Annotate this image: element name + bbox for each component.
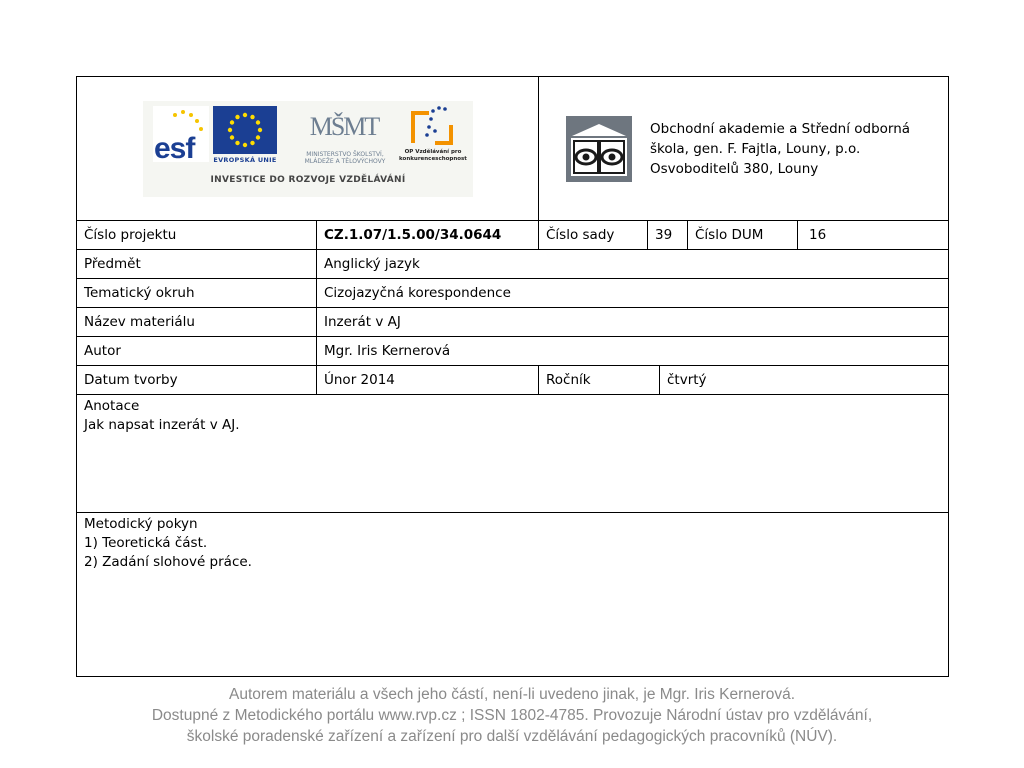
project-row xyxy=(77,221,949,250)
license-footer xyxy=(0,684,1024,747)
material-label: Název materiálu xyxy=(77,308,317,337)
date-label: Datum tvorby xyxy=(77,366,317,395)
school-name-line-2: škola, gen. F. Fajtla, Louny, p.o. xyxy=(650,140,861,157)
project-label: Číslo projektu xyxy=(77,221,317,250)
invest-tagline: INVESTICE DO ROZVOJE VZDĚLÁVÁNÍ xyxy=(210,174,406,185)
esf-logo-icon xyxy=(153,106,209,162)
eu-star-icon xyxy=(243,112,247,116)
school-name-line-3: Osvoboditelů 380, Louny xyxy=(650,160,819,177)
msmt-label: MINISTERSTVO ŠKOLSTVÍ, MLÁDEŽE A TĚLOVÝCHOVY xyxy=(304,150,386,165)
author-value: Mgr. Iris Kernerová xyxy=(317,337,949,366)
subject-label: Předmět xyxy=(77,250,317,279)
dum-label: Číslo DUM xyxy=(688,221,798,250)
method-row xyxy=(77,513,949,677)
footer-line-3: školské poradenské zařízení a zařízení pro další vzdělávání pedagogických pracovníků (NÚV). xyxy=(186,728,838,745)
logo-cell xyxy=(77,77,539,221)
op-education-logo-icon xyxy=(405,103,457,149)
date-row xyxy=(77,366,949,395)
year-label: Ročník xyxy=(539,366,660,395)
eu-star-icon xyxy=(230,120,234,124)
material-row xyxy=(77,308,949,337)
annotation-text: Jak napsat inzerát v AJ. xyxy=(84,417,240,433)
dum-header-form xyxy=(76,76,948,677)
eu-star-icon xyxy=(228,127,232,131)
eu-star-icon xyxy=(256,120,260,124)
method-label: Metodický pokyn xyxy=(84,516,198,532)
eu-star-icon xyxy=(235,114,239,118)
author-row xyxy=(77,337,949,366)
subject-value: Anglický jazyk xyxy=(317,250,949,279)
method-cell xyxy=(77,513,949,677)
funding-logos xyxy=(143,101,473,197)
eu-star-icon xyxy=(250,140,254,144)
dum-value: 16 xyxy=(798,221,949,250)
annotation-cell xyxy=(77,395,949,513)
eu-star-icon xyxy=(230,135,234,139)
annotation-row xyxy=(77,395,949,513)
project-value: CZ.1.07/1.5.00/34.0644 xyxy=(317,221,539,250)
footer-line-1: Autorem materiálu a všech jeho částí, není-li uvedeno jinak, je Mgr. Iris Kernerová. xyxy=(228,686,796,703)
set-value: 39 xyxy=(648,221,688,250)
eu-star-icon xyxy=(250,114,254,118)
header-row xyxy=(77,77,949,221)
topic-value: Cizojazyčná korespondence xyxy=(317,279,949,308)
footer-line-2: Dostupné z Metodického portálu www.rvp.cz ; ISSN 1802-4785. Provozuje Národní ústav pro vzdělávání, xyxy=(151,707,873,724)
author-label: Autor xyxy=(77,337,317,366)
eu-star-icon xyxy=(243,142,247,146)
school-name-line-1: Obchodní akademie a Střední odborná xyxy=(650,120,911,137)
school-cell xyxy=(539,77,949,221)
eu-star-icon xyxy=(258,127,262,131)
method-item: 2) Zadání slohové práce. xyxy=(84,554,252,570)
topic-row xyxy=(77,279,949,308)
esf-logo-text: esf xyxy=(154,131,195,162)
annotation-label: Anotace xyxy=(84,398,140,414)
subject-row xyxy=(77,250,949,279)
eu-star-icon xyxy=(235,140,239,144)
set-label: Číslo sady xyxy=(539,221,648,250)
op-label: OP Vzdělávání pro konkurenceschopnost xyxy=(399,148,467,162)
method-item: 1) Teoretická část. xyxy=(84,535,208,551)
eu-star-icon xyxy=(256,135,260,139)
material-value: Inzerát v AJ xyxy=(317,308,949,337)
school-name xyxy=(650,119,930,179)
date-value: Únor 2014 xyxy=(317,366,539,395)
eu-label: EVROPSKÁ UNIE xyxy=(213,155,277,164)
eu-flag-icon xyxy=(213,106,277,154)
year-value: čtvrtý xyxy=(660,366,949,395)
metadata-table xyxy=(76,76,949,677)
topic-label: Tematický okruh xyxy=(77,279,317,308)
school-logo-icon xyxy=(566,116,632,182)
msmt-logo-text: MŠMT xyxy=(309,111,379,141)
school-block xyxy=(546,77,941,220)
